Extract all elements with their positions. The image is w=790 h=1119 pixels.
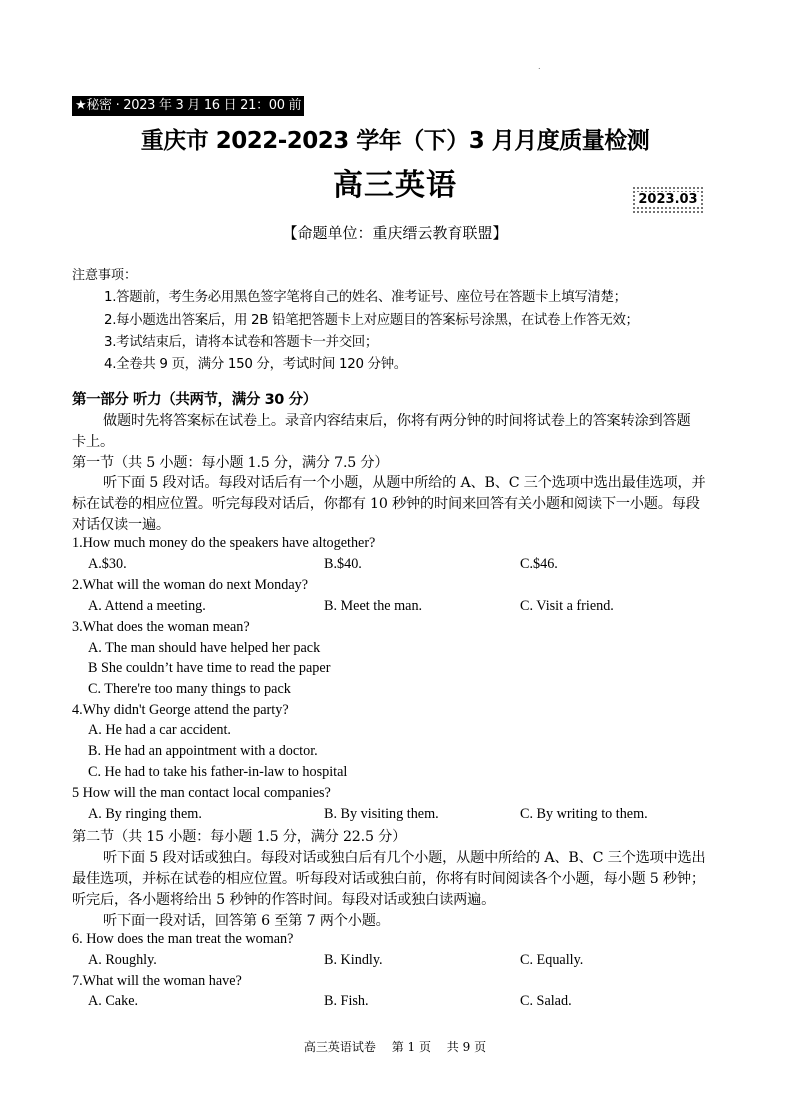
secret-label: ★秘密 · 2023 年 3 月 16 日 21：00 前 [72, 96, 304, 116]
exam-title: 重庆市 2022-2023 学年（下）3 月月度质量检测 [140, 128, 650, 154]
option-b: B. Fish. [324, 993, 369, 1009]
question-3: 3.What does the woman mean? [72, 619, 250, 635]
notice-item: 2.每小题选出答案后，用 2B 铅笔把答题卡上对应题目的答案标号涂黑，在试卷上作答无效； [104, 313, 639, 328]
part1-intro: 做题时先将答案标在试卷上。录音内容结束后，你将有两分钟的时间将试卷上的答案转涂到答题 [103, 413, 691, 429]
section2-instructions: 最佳选项，并标在试卷的相应位置。听每段对话或独白前，你将有时间阅读各个小题，每小题 5 秒钟； [72, 871, 705, 887]
organizer: 【命题单位：重庆缙云教育联盟】 [282, 224, 508, 242]
option-c: C. Salad. [520, 993, 572, 1009]
notice-item: 3.考试结束后，请将本试卷和答题卡一并交回； [104, 335, 378, 350]
page-footer: 高三英语试卷 第 1 页 共 9 页 [303, 1040, 487, 1054]
option-c: C. Visit a friend. [520, 598, 614, 614]
option-c: C.$46. [520, 556, 558, 572]
option-b: B She couldn’t have time to read the paper [88, 660, 331, 676]
question-2: 2.What will the woman do next Monday? [72, 577, 309, 593]
option-b: B. Meet the man. [324, 598, 423, 614]
question-7: 7.What will the woman have? [72, 973, 242, 989]
section1-instructions: 听下面 5 段对话。每段对话后有一个小题，从题中所给的 A、B、C 三个选项中选出最佳选项，并 [103, 475, 706, 491]
option-a: A. Roughly. [88, 952, 157, 968]
option-b: B. Kindly. [324, 952, 383, 968]
option-a: A. By ringing them. [88, 806, 202, 822]
part1-title: 第一部分 听力（共两节，满分 30 分） [72, 392, 317, 408]
option-a: A. Attend a meeting. [88, 598, 206, 614]
option-b: B.$40. [324, 556, 362, 572]
notice-item: 1.答题前，考生务必用黑色签字笔将自己的姓名、准考证号、座位号在答题卡上填写清楚； [104, 290, 627, 305]
option-c: C. By writing to them. [520, 806, 648, 822]
option-a: A. He had a car accident. [88, 722, 231, 738]
date-badge [632, 186, 704, 214]
question-6: 6. How does the man treat the woman? [72, 931, 294, 947]
option-c: C. Equally. [520, 952, 584, 968]
option-c: C. There're too many things to pack [88, 681, 291, 697]
question-4: 4.Why didn't George attend the party? [72, 702, 289, 718]
section2-dialogue-note: 听下面一段对话，回答第 6 至第 7 两个小题。 [103, 913, 390, 929]
section1-instructions: 对话仅读一遍。 [72, 517, 170, 533]
option-c: C. He had to take his father-in-law to hospital [88, 764, 348, 780]
section2-title: 第二节（共 15 小题：每小题 1.5 分，满分 22.5 分） [72, 829, 407, 845]
option-a: A. Cake. [88, 993, 139, 1009]
section1-title: 第一节（共 5 小题：每小题 1.5 分，满分 7.5 分） [72, 455, 389, 471]
exam-subject: 高三英语 [333, 168, 457, 203]
notice-title: 注意事项： [72, 268, 138, 283]
question-5: 5 How will the man contact local companies? [72, 785, 331, 801]
option-a: A. The man should have helped her pack [88, 640, 321, 656]
date-badge-text: 2023.03 [638, 192, 698, 207]
notice-item: 4.全卷共 9 页，满分 150 分，考试时间 120 分钟。 [104, 357, 407, 372]
option-b: B. By visiting them. [324, 806, 439, 822]
section1-instructions: 标在试卷的相应位置。听完每段对话后，你都有 10 秒钟的时间来回答有关小题和阅读下一小题。每段 [72, 496, 700, 512]
section2-instructions: 听下面 5 段对话或独白。每段对话或独白后有几个小题，从题中所给的 A、B、C 三个选项中选出 [103, 850, 706, 866]
option-a: A.$30. [88, 556, 127, 572]
part1-intro-cont: 卡上。 [72, 434, 114, 450]
corner-dot: . [538, 62, 541, 71]
option-b: B. He had an appointment with a doctor. [88, 743, 318, 759]
question-1: 1.How much money do the speakers have altogether? [72, 535, 376, 551]
section2-instructions: 听完后，各小题将给出 5 秒钟的作答时间。每段对话或独白读两遍。 [72, 892, 496, 908]
